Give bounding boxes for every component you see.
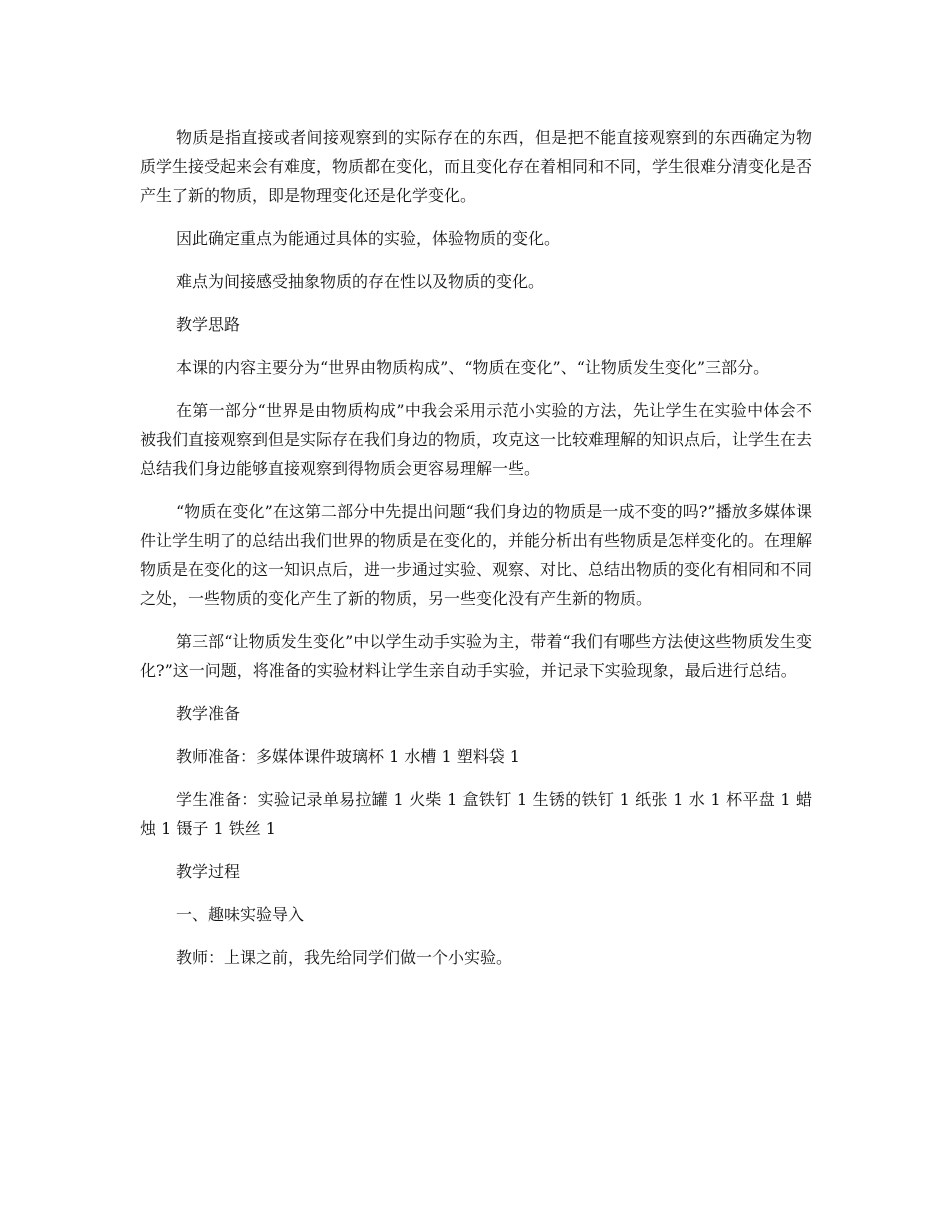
paragraph-teacher-opening: 教师：上课之前，我先给同学们做一个小实验。 [176, 948, 513, 967]
paragraph-course-overview: 本课的内容主要分为“世界由物质构成”、“物质在变化”、“让物质发生变化”三部分。 [176, 358, 770, 377]
paragraph-student-preparation: 学生准备：实验记录单易拉罐 1 火柴 1 盒铁钉 1 生锈的铁钉 1 纸张 1 水 1 杯平盘 1 蜡烛 1 镊子 1 铁丝 1 [140, 790, 812, 838]
paragraph-key-point: 因此确定重点为能通过具体的实验，体验物质的变化。 [176, 229, 561, 248]
paragraph-part-two: “物质在变化”在这第二部分中先提出问题“我们身边的物质是一成不变的吗?”播放多媒体课件让学生明了的总结出我们世界的物质是在变化的，并能分析出有些物质是怎样变化的。在理解物质是在变化的这一知识点后，进一步通过实验、观察、对比、总结出物质的变化有相同和不同之处，一些物质的变化产生了新的物质，另一些变化没有产生新的物质。 [140, 502, 813, 608]
paragraph-difficulty: 难点为间接感受抽象物质的存在性以及物质的变化。 [176, 272, 545, 291]
heading-teaching-preparation: 教学准备 [176, 704, 241, 723]
paragraph-teacher-preparation: 教师准备：多媒体课件玻璃杯 1 水槽 1 塑料袋 1 [176, 747, 520, 766]
heading-fun-experiment-introduction: 一、趣味实验导入 [176, 905, 305, 924]
paragraph-part-three: 第三部“让物质发生变化”中以学生动手实验为主，带着“我们有哪些方法使这些物质发生变化?”这一问题，将准备的实验材料让学生亲自动手实验，并记录下实验现象，最后进行总结。 [140, 632, 812, 680]
heading-teaching-process: 教学过程 [176, 862, 241, 881]
document-body [140, 123, 812, 986]
paragraph-part-one: 在第一部分“世界是由物质构成”中我会采用示范小实验的方法，先让学生在实验中体会不被我们直接观察到但是实际存在我们身边的物质，攻克这一比较难理解的知识点后，让学生在去总结我们身边能够直接观察到得物质会更容易理解一些。 [140, 401, 813, 478]
paragraph-definition: 物质是指直接或者间接观察到的实际存在的东西，但是把不能直接观察到的东西确定为物质学生接受起来会有难度，物质都在变化，而且变化存在着相同和不同，学生很难分清变化是否产生了新的物质，即是物理变化还是化学变化。 [140, 128, 813, 205]
heading-teaching-approach: 教学思路 [176, 315, 241, 334]
